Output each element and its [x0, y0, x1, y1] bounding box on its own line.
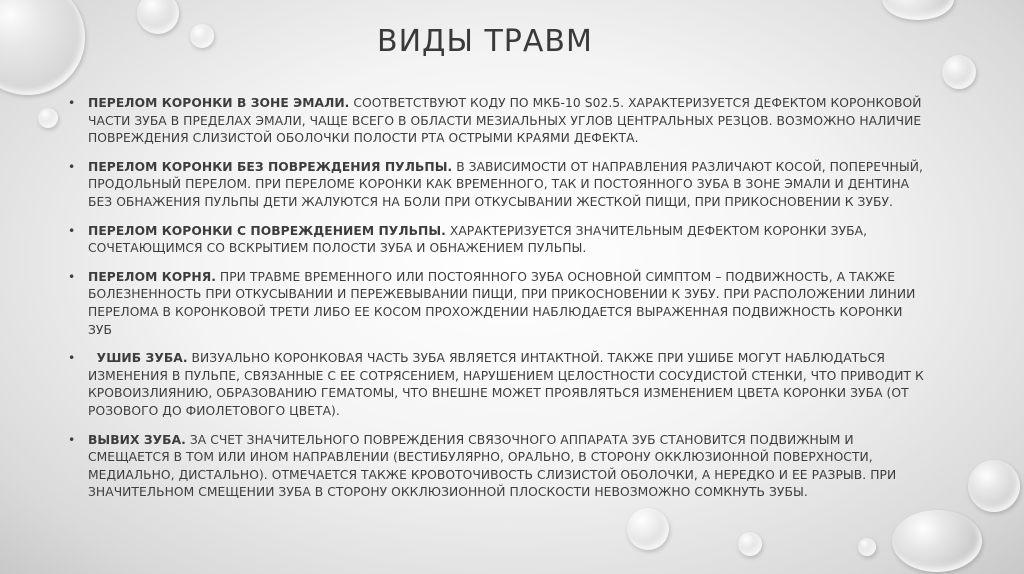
item-lead: ПЕРЕЛОМ КОРНЯ.: [88, 269, 216, 284]
water-drop-decoration: [137, 0, 179, 34]
bullet: •: [68, 223, 76, 238]
item-text: ПРИ ТРАВМЕ ВРЕМЕННОГО ИЛИ ПОСТОЯННОГО ЗУБА ОСНОВНОЙ СИМПТОМ – ПОДВИЖНОСТЬ, А ТАКЖЕ БОЛЕЗНЕННОСТЬ ПРИ ОТКУСЫВАНИИ И ПЕРЕЖЕВЫВАНИИ ПИЩИ, ПРИ ПРИКОСНОВЕНИИ К ЗУБУ. ПРИ РАСПОЛОЖЕНИИ ЛИНИИ ПЕРЕЛОМА В КОРОНКОВОЙ ТРЕТИ ЛИБО ЕЕ КОСОМ ПРОХОЖДЕНИИ НАБЛЮДАЕТСЯ ВЫРАЖЕННАЯ ПОДВИЖНОСТЬ КОРОНКИ ЗУБ: [88, 269, 916, 337]
item-text: ХАРАКТЕРИЗУЕТСЯ ЗНАЧИТЕЛЬНЫМ ДЕФЕКТОМ КОРОНКИ ЗУБА, СОЧЕТАЮЩИМСЯ СО ВСКРЫТИЕМ ПОЛОСТИ ЗУБА И ОБНАЖЕНИЕМ ПУЛЬПЫ.: [88, 223, 868, 256]
item-lead: УШИБ ЗУБА.: [88, 351, 188, 366]
water-drop-decoration: [968, 460, 1020, 512]
water-drop-decoration: [627, 508, 669, 550]
slide-title: ВИДЫ ТРАВМ: [377, 24, 593, 59]
water-drop-decoration: [942, 55, 976, 89]
bullet: •: [68, 351, 76, 366]
water-drop-decoration: [858, 538, 876, 556]
list-item: [68, 350, 928, 420]
item-text: В ЗАВИСИМОСТИ ОТ НАПРАВЛЕНИЯ РАЗЛИЧАЮТ КОСОЙ, ПОПЕРЕЧНЫЙ, ПРОДОЛЬНЫЙ ПЕРЕЛОМ. ПРИ ПЕРЕЛОМЕ КОРОНКИ КАК ВРЕМЕННОГО, ТАК И ПОСТОЯННОГО ЗУБА В ЗОНЕ ЭМАЛИ И ДЕНТИНА БЕЗ ОБНАЖЕНИЯ ПУЛЬПЫ ДЕТИ ЖАЛУЮТСЯ НА БОЛИ ПРИ ОТКУСЫВАНИИ ЖЕСТКОЙ ПИЩИ, ПРИ ПРИКОСНОВЕНИИ К ЗУБУ.: [88, 159, 923, 209]
item-lead: ПЕРЕЛОМ КОРОНКИ С ПОВРЕЖДЕНИЕМ ПУЛЬПЫ.: [88, 223, 446, 238]
water-drop-decoration: [38, 108, 58, 128]
item-text: ВИЗУАЛЬНО КОРОНКОВАЯ ЧАСТЬ ЗУБА ЯВЛЯЕТСЯ ИНТАКТНОЙ. ТАКЖЕ ПРИ УШИБЕ МОГУТ НАБЛЮДАТЬСЯ ИЗМЕНЕНИЯ В ПУЛЬПЕ, СВЯЗАННЫЕ С ЕЕ СОТРЯСЕНИЕМ, НАРУШЕНИЕМ ЦЕЛОСТНОСТИ СОСУДИСТОЙ СТЕНКИ, ЧТО ПРИВОДИТ К КРОВОИЗЛИЯНИЮ, ОБРАЗОВАНИЮ ГЕМАТОМЫ, ЧТО ВНЕШНЕ МОЖЕТ ПРОЯВЛЯТЬСЯ ИЗМЕНЕНИЕМ ЦВЕТА КОРОНКИ ЗУБА (ОТ РОЗОВОГО ДО ФИОЛЕТОВОГО ЦВЕТА).: [88, 351, 924, 418]
water-drop-decoration: [0, 0, 85, 95]
item-lead: ВЫВИХ ЗУБА.: [88, 432, 186, 447]
injury-types-list: [68, 95, 928, 513]
item-lead: ПЕРЕЛОМ КОРОНКИ БЕЗ ПОВРЕЖДЕНИЯ ПУЛЬПЫ.: [88, 159, 453, 174]
water-drop-decoration: [738, 532, 762, 556]
water-drop-decoration: [892, 510, 982, 572]
list-item: [68, 432, 928, 502]
bullet: •: [68, 159, 76, 174]
item-text: ЗА СЧЕТ ЗНАЧИТЕЛЬНОГО ПОВРЕЖДЕНИЯ СВЯЗОЧНОГО АППАРАТА ЗУБ СТАНОВИТСЯ ПОДВИЖНЫМ И СМЕЩАЕТСЯ В ТОМ ИЛИ ИНОМ НАПРАВЛЕНИИ (ВЕСТИБУЛЯРНО, ОРАЛЬНО, В СТОРОНУ ОККЛЮЗИОННОЙ ПОВЕРХНОСТИ, МЕДИАЛЬНО, ДИСТАЛЬНО). ОТМЕЧАЕТСЯ ТАКЖЕ КРОВОТОЧИВОСТЬ СЛИЗИСТОЙ ОБОЛОЧКИ, А НЕРЕДКО И ЕЕ РАЗРЫВ. ПРИ ЗНАЧИТЕЛЬНОМ СМЕЩЕНИИ ЗУБА В СТОРОНУ ОККЛЮЗИОННОЙ ПЛОСКОСТИ НЕВОЗМОЖНО СОМКНУТЬ ЗУБЫ.: [88, 432, 897, 500]
list-item: [68, 159, 928, 212]
bullet: •: [68, 269, 76, 284]
water-drop-decoration: [190, 24, 214, 48]
bullet: •: [68, 432, 76, 447]
bullet: •: [68, 96, 76, 110]
water-drop-decoration: [882, 0, 954, 20]
item-text: СООТВЕТСТВУЮТ КОДУ ПО МКБ-10 S02.5. ХАРАКТЕРИЗУЕТСЯ ДЕФЕКТОМ КОРОНКОВОЙ ЧАСТИ ЗУБА В ПРЕДЕЛАХ ЭМАЛИ, ЧАЩЕ ВСЕГО В ОБЛАСТИ МЕЗИАЛЬНЫХ УГЛОВ ЦЕНТРАЛЬНЫХ РЕЗЦОВ. ВОЗМОЖНО НАЛИЧИЕ ПОВРЕЖДЕНИЯ СЛИЗИСТОЙ ОБОЛОЧКИ ПОЛОСТИ РТА ОСТРЫМИ КРАЯМИ ДЕФЕКТА.: [88, 96, 922, 146]
list-item: [68, 95, 928, 148]
item-lead: ПЕРЕЛОМ КОРОНКИ В ЗОНЕ ЭМАЛИ.: [88, 96, 350, 110]
list-item: [68, 269, 928, 339]
list-item: [68, 223, 928, 258]
